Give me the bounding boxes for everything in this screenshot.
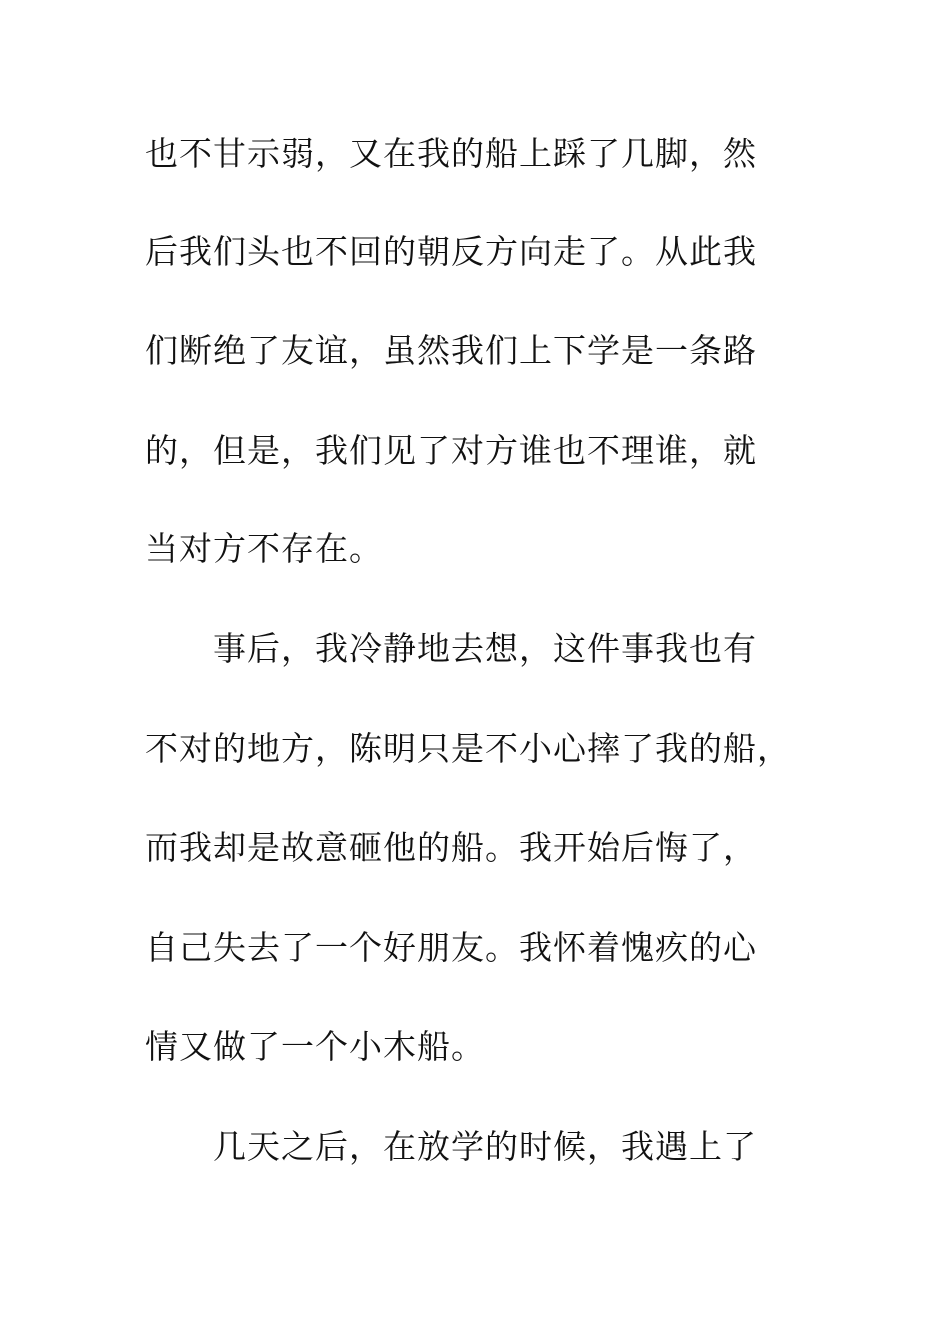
text-line-5: 当对方不存在。 xyxy=(145,529,383,568)
text-line-4: 的，但是，我们见了对方谁也不理谁，就 xyxy=(145,431,757,470)
text-line-11: 几天之后，在放学的时候，我遇上了 xyxy=(213,1127,757,1166)
text-line-7: 不对的地方，陈明只是不小心摔了我的船， xyxy=(145,729,791,768)
text-line-8: 而我却是故意砸他的船。我开始后悔了， xyxy=(145,828,757,867)
text-line-6: 事后，我冷静地去想，这件事我也有 xyxy=(213,629,757,668)
text-line-2: 后我们头也不回的朝反方向走了。从此我 xyxy=(145,232,757,271)
text-line-1: 也不甘示弱，又在我的船上踩了几脚，然 xyxy=(145,134,757,173)
text-line-9: 自己失去了一个好朋友。我怀着愧疚的心 xyxy=(145,928,757,967)
text-line-10: 情又做了一个小木船。 xyxy=(145,1027,485,1066)
text-line-3: 们断绝了友谊，虽然我们上下学是一条路 xyxy=(145,331,757,370)
